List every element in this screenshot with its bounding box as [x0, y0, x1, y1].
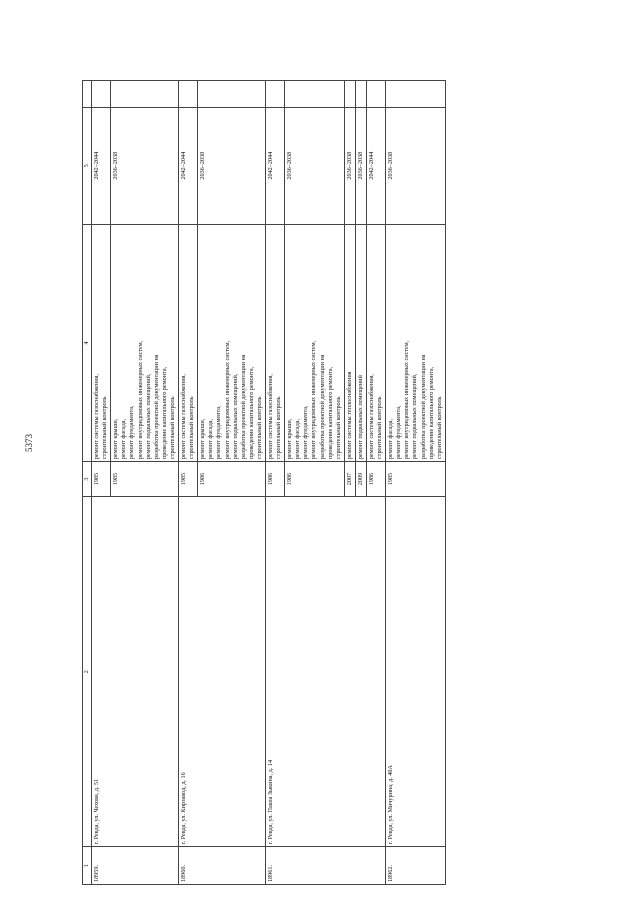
row-year: 1985 [179, 462, 198, 497]
row-year: 1985 [92, 462, 111, 497]
row-empty-cell [111, 81, 179, 108]
row-address: г. Ревда, ул. Кирзавод, д. 16 [179, 496, 266, 846]
table-row [92, 81, 111, 885]
work-item: разработка проектной документации на [239, 354, 247, 460]
row-empty-cell [367, 81, 386, 108]
row-period: 2036–2038 [344, 107, 355, 224]
header-col-6 [83, 81, 92, 108]
row-number: 18961. [265, 847, 385, 885]
row-period: 2042–2044 [92, 107, 111, 224]
work-item: ремонт внутридомовых инженерных систем, [223, 340, 231, 460]
work-item: ремонт внутридомовых инженерных систем, [310, 340, 318, 460]
row-number: 18962. [386, 847, 446, 885]
work-item: ремонт фундамента, [395, 405, 403, 460]
work-item: ремонт фундамента, [128, 405, 136, 460]
work-item: ремонт системы газоснабжения, [180, 374, 188, 460]
work-item: проведение капитального ремонта, [160, 366, 168, 460]
work-item: разработка проектной документации на [152, 354, 160, 460]
row-period: 2042–2044 [179, 107, 198, 224]
row-period: 2036–2038 [285, 107, 345, 224]
row-empty-cell [344, 81, 355, 108]
work-item: строительный контроль [255, 396, 263, 460]
work-item: строительный контроль [435, 396, 443, 460]
row-works [179, 224, 198, 461]
work-item: проведение капитального ремонта, [427, 366, 435, 460]
header-col-1: 1 [83, 847, 92, 885]
work-item: ремонт крыши, [112, 418, 120, 460]
work-item: строительный контроль [275, 396, 283, 460]
row-year: 1986 [265, 462, 284, 497]
work-item: строительный контроль [376, 396, 384, 460]
row-address: г. Ревда, ул. Павла Зыкина, д. 14 [265, 496, 385, 846]
row-empty-cell [198, 81, 266, 108]
row-works [344, 224, 355, 461]
row-works [198, 224, 266, 461]
work-item: ремонт подвальных помещений, [231, 373, 239, 460]
row-period: 2036–2038 [111, 107, 179, 224]
work-item: ремонт подвальных помещений [356, 375, 364, 460]
work-item: строительный контроль [101, 396, 109, 460]
work-item: проведение капитального ремонта, [247, 366, 255, 460]
row-year: 1985 [111, 462, 179, 497]
work-item: ремонт системы газоснабжения, [266, 374, 274, 460]
repair-schedule-table [82, 80, 446, 885]
work-item: строительный контроль [334, 396, 342, 460]
work-item: строительный контроль [188, 396, 196, 460]
row-empty-cell [386, 81, 446, 108]
header-col-2: 2 [83, 496, 92, 846]
work-item: проведение капитального ремонта, [326, 366, 334, 460]
work-item: разработка проектной документации на [419, 354, 427, 460]
work-item: ремонт системы газоснабжения, [93, 374, 101, 460]
work-item: ремонт фундамента, [215, 405, 223, 460]
row-works [265, 224, 284, 461]
header-col-5: 5 [83, 107, 92, 224]
work-item: разработка проектной документации на [318, 354, 326, 460]
row-year: 1986 [367, 462, 386, 497]
row-works [111, 224, 179, 461]
rotated-table-area [82, 80, 600, 885]
row-period: 2036–2038 [386, 107, 446, 224]
row-period: 2036–2038 [355, 107, 366, 224]
work-item: ремонт системы теплоснабжения [345, 371, 353, 460]
table-header-row [83, 81, 92, 885]
table-row [179, 81, 198, 885]
row-empty-cell [355, 81, 366, 108]
row-year: 1986 [198, 462, 266, 497]
row-empty-cell [285, 81, 345, 108]
row-number: 18959. [92, 847, 179, 885]
work-item: ремонт фасада, [294, 418, 302, 460]
row-period: 2042–2044 [265, 107, 284, 224]
work-item: ремонт системы газоснабжения, [368, 374, 375, 460]
row-empty-cell [92, 81, 111, 108]
row-works [285, 224, 345, 461]
row-period: 2042–2044 [367, 107, 386, 224]
work-item: ремонт внутридомовых инженерных систем, [403, 340, 411, 460]
header-col-4: 4 [83, 224, 92, 461]
row-year: 2007 [344, 462, 355, 497]
row-number: 18960. [179, 847, 266, 885]
row-period: 2036–2038 [198, 107, 266, 224]
table-row [386, 81, 446, 885]
row-empty-cell [265, 81, 284, 108]
work-item: ремонт подвальных помещений, [411, 373, 419, 460]
work-item: ремонт фундамента, [302, 405, 310, 460]
page-number: 5373 [24, 434, 34, 452]
work-item: ремонт фасада, [120, 418, 128, 460]
work-item: ремонт внутридомовых инженерных систем, [136, 340, 144, 460]
work-item: ремонт фасада, [207, 418, 215, 460]
row-address: г. Ревда, ул. Мичурина, д. 40А [386, 496, 446, 846]
work-item: строительный контроль [168, 396, 176, 460]
work-item: ремонт крыши, [199, 418, 207, 460]
table-row [265, 81, 284, 885]
row-empty-cell [179, 81, 198, 108]
work-item: ремонт крыши, [286, 418, 294, 460]
work-item: ремонт фасада, [387, 418, 395, 460]
work-item: ремонт подвальных помещений, [144, 373, 152, 460]
row-works [355, 224, 366, 461]
row-year: 2009 [355, 462, 366, 497]
row-works [367, 224, 386, 461]
row-address: г. Ревда, ул. Чехова, д. 51 [92, 496, 179, 846]
row-works [386, 224, 446, 461]
header-col-3: 3 [83, 462, 92, 497]
row-year: 1985 [386, 462, 446, 497]
row-year: 1986 [285, 462, 345, 497]
row-works [92, 224, 111, 461]
